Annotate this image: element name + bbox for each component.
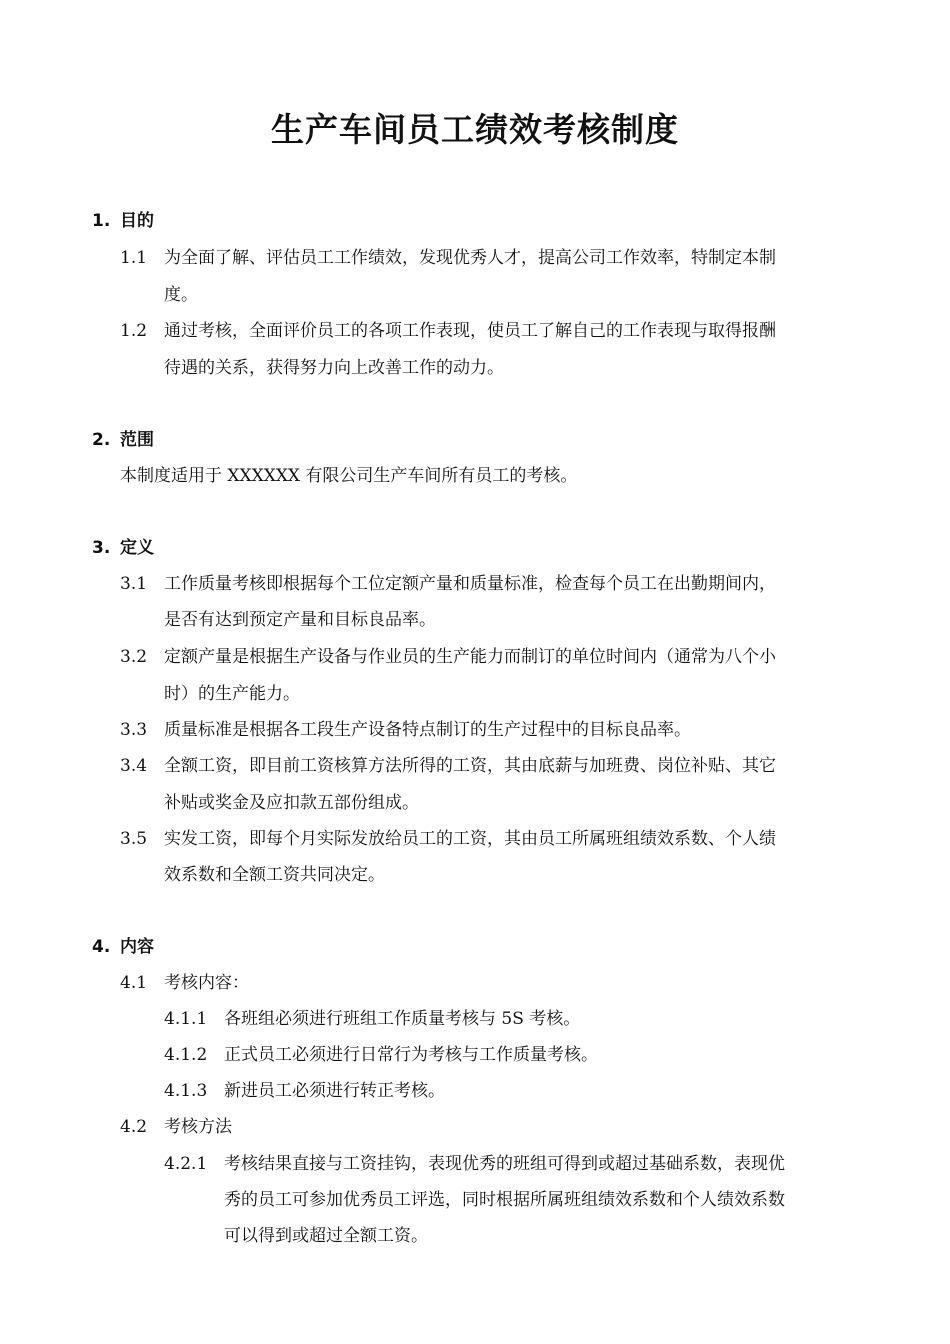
item-3-1-continuation: 是否有达到预定产量和目标良品率。: [164, 610, 436, 630]
item-text: 全额工资，即目前工资核算方法所得的工资，其由底薪与加班费、岗位补贴、其它: [164, 756, 776, 776]
section-title: 范围: [120, 430, 154, 450]
section-title: 定义: [120, 538, 154, 558]
item-3-4-continuation: 补贴或奖金及应扣款五部份组成。: [164, 793, 419, 813]
item-number: 4.1: [120, 973, 148, 993]
item-number: 4.2.1: [164, 1154, 208, 1174]
item-text: 定额产量是根据生产设备与作业员的生产能力而制订的单位时间内（通常为八个小: [164, 647, 776, 667]
section-title: 目的: [120, 211, 154, 231]
item-number: 3.2: [120, 647, 148, 667]
section-2-text: 本制度适用于 XXXXXX 有限公司生产车间所有员工的考核。: [120, 466, 578, 486]
section-number: 1.: [92, 211, 111, 231]
item-3-4: [120, 751, 776, 776]
section-3-heading: [92, 533, 154, 558]
section-number: 3.: [92, 538, 111, 558]
item-number: 1.1: [120, 248, 148, 268]
section-2-heading: [92, 425, 154, 450]
item-3-2-continuation: 时）的生产能力。: [164, 684, 300, 704]
item-text: 新进员工必须进行转正考核。: [224, 1081, 445, 1101]
item-4-2-1-continuation: 可以得到或超过全额工资。: [224, 1226, 428, 1246]
section-title: 内容: [120, 937, 154, 957]
section-number: 2.: [92, 430, 111, 450]
item-number: 3.5: [120, 829, 148, 849]
item-3-3: [120, 715, 691, 740]
item-1-1-continuation: 度。: [164, 285, 198, 305]
item-text: 质量标准是根据各工段生产设备特点制订的生产过程中的目标良品率。: [164, 720, 691, 740]
item-number: 4.2: [120, 1117, 148, 1137]
item-4-2-1-continuation: 秀的员工可参加优秀员工评选，同时根据所属班组绩效系数和个人绩效系数: [224, 1190, 785, 1210]
item-number: 3.1: [120, 574, 148, 594]
item-4-1-3: [164, 1076, 445, 1101]
item-4-1-2: [164, 1040, 598, 1065]
item-text: 正式员工必须进行日常行为考核与工作质量考核。: [224, 1045, 598, 1065]
item-1-2: [120, 316, 776, 341]
item-number: 3.4: [120, 756, 148, 776]
item-text: 通过考核，全面评价员工的各项工作表现，使员工了解自己的工作表现与取得报酬: [164, 321, 776, 341]
item-text: 实发工资，即每个月实际发放给员工的工资，其由员工所属班组绩效系数、个人绩: [164, 829, 776, 849]
item-text: 工作质量考核即根据每个工位定额产量和质量标准，检查每个员工在出勤期间内，: [164, 574, 776, 594]
item-4-1-1: [164, 1004, 580, 1029]
item-4-2-1: [164, 1149, 785, 1174]
item-number: 4.1.2: [164, 1045, 208, 1065]
item-1-1: [120, 243, 776, 268]
item-4-1: [120, 968, 249, 993]
item-3-5: [120, 824, 776, 849]
item-text: 考核方法: [164, 1117, 232, 1137]
item-text: 为全面了解、评估员工工作绩效，发现优秀人才，提高公司工作效率，特制定本制: [164, 248, 776, 268]
item-number: 4.1.1: [164, 1009, 208, 1029]
section-4-heading: [92, 932, 154, 957]
document-title: 生产车间员工绩效考核制度: [271, 110, 679, 149]
item-text: 各班组必须进行班组工作质量考核与 5S 考核。: [224, 1009, 581, 1029]
item-4-2: [120, 1112, 232, 1137]
item-text: 考核结果直接与工资挂钩，表现优秀的班组可得到或超过基础系数，表现优: [224, 1154, 785, 1174]
item-3-5-continuation: 效系数和全额工资共同决定。: [164, 865, 385, 885]
section-1-heading: [92, 206, 154, 231]
item-text: 考核内容：: [164, 973, 249, 993]
item-1-2-continuation: 待遇的关系，获得努力向上改善工作的动力。: [164, 358, 504, 378]
section-number: 4.: [92, 937, 111, 957]
item-number: 4.1.3: [164, 1081, 208, 1101]
item-number: 3.3: [120, 720, 148, 740]
item-number: 1.2: [120, 321, 148, 341]
item-3-1: [120, 569, 776, 594]
item-3-2: [120, 642, 776, 667]
